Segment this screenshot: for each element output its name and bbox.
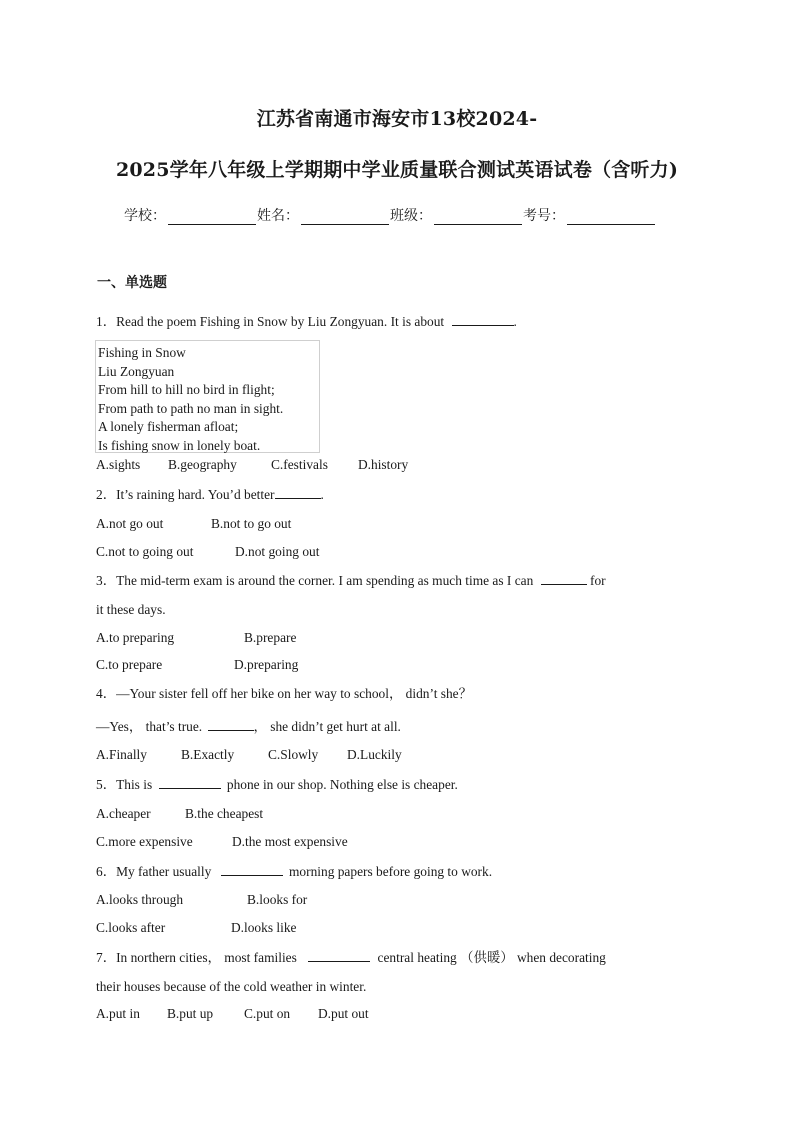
q4-option-c[interactable]: C.Slowly xyxy=(268,747,319,762)
q1-option-b[interactable]: B.geography xyxy=(168,457,237,472)
question-6-text: 6．My father usually xyxy=(96,864,212,879)
poem-line: Liu Zongyuan xyxy=(98,363,175,379)
question-4-reply-end: ， she didn’t get hurt at all. xyxy=(253,719,401,734)
school-label: 学校： xyxy=(124,208,166,224)
q6-option-a[interactable]: A.looks through xyxy=(96,892,184,907)
question-6-stem xyxy=(96,863,492,880)
question-7-blank[interactable] xyxy=(308,949,370,962)
poem-line: From path to path no man in sight. xyxy=(98,400,284,416)
class-label: 班级： xyxy=(390,208,432,224)
name-blank[interactable] xyxy=(301,209,389,225)
q3-option-c[interactable]: C.to prepare xyxy=(96,657,163,672)
q6-option-d[interactable]: D.looks like xyxy=(231,920,297,935)
question-6-text-after: morning papers before going to work. xyxy=(289,864,493,879)
question-1-text: 1．Read the poem Fishing in Snow by Liu Zongyuan. It is about xyxy=(96,314,445,329)
q3-option-b[interactable]: B.prepare xyxy=(244,630,297,645)
question-7-text: 7．In northern cities， most families xyxy=(96,950,297,965)
question-2-text: 2．It’s raining hard. You’d better xyxy=(96,487,275,502)
question-1-blank[interactable] xyxy=(452,313,514,326)
question-7-stem xyxy=(96,949,606,966)
name-label: 姓名： xyxy=(257,208,299,224)
poem-line: From hill to hill no bird in flight; xyxy=(98,382,275,398)
question-3-stem xyxy=(96,572,606,589)
question-7-text-after: central heating （供暖） when decorating xyxy=(377,950,606,965)
question-5-text: 5．This is xyxy=(96,777,153,792)
q3-option-d[interactable]: D.preparing xyxy=(234,657,299,672)
question-2-stem xyxy=(96,486,324,503)
q5-option-d[interactable]: D.the most expensive xyxy=(232,834,348,849)
exam-number-blank[interactable] xyxy=(567,209,655,225)
q6-option-b[interactable]: B.looks for xyxy=(247,892,308,907)
q5-option-a[interactable]: A.cheaper xyxy=(96,806,151,821)
question-1-stem xyxy=(96,313,517,330)
q7-option-a[interactable]: A.put in xyxy=(96,1006,140,1021)
q4-option-d[interactable]: D.Luckily xyxy=(347,747,402,762)
q5-option-b[interactable]: B.the cheapest xyxy=(185,806,264,821)
q2-option-d[interactable]: D.not going out xyxy=(235,544,320,559)
question-3-text-after: for xyxy=(590,573,606,588)
question-5-text-after: phone in our shop. Nothing else is cheaper. xyxy=(226,777,458,792)
question-3-blank[interactable] xyxy=(541,572,587,585)
question-5-blank[interactable] xyxy=(159,776,221,789)
q4-option-b[interactable]: B.Exactly xyxy=(181,747,235,762)
question-2-stem-end: . xyxy=(320,487,324,502)
question-3-text: 3．The mid-term exam is around the corner. I am spending as much time as I can xyxy=(96,573,534,588)
section-title: 一、单选题 xyxy=(97,275,167,291)
q3-option-a[interactable]: A.to preparing xyxy=(96,630,175,645)
student-info-line xyxy=(124,205,656,225)
q1-option-a[interactable]: A.sights xyxy=(96,457,141,472)
question-1-stem-end: . xyxy=(513,314,517,329)
q7-option-b[interactable]: B.put up xyxy=(167,1006,214,1021)
q4-option-a[interactable]: A.Finally xyxy=(96,747,147,762)
q2-option-b[interactable]: B.not to go out xyxy=(211,516,292,531)
q7-option-c[interactable]: C.put on xyxy=(244,1006,291,1021)
q1-option-c[interactable]: C.festivals xyxy=(271,457,328,472)
school-blank[interactable] xyxy=(168,209,256,225)
q2-option-a[interactable]: A.not go out xyxy=(96,516,164,531)
poem-line: Fishing in Snow xyxy=(98,345,186,360)
question-6-blank[interactable] xyxy=(221,863,283,876)
q2-option-c[interactable]: C.not to going out xyxy=(96,544,194,559)
question-5-stem xyxy=(96,776,458,793)
q1-option-d[interactable]: D.history xyxy=(358,457,409,472)
class-blank[interactable] xyxy=(434,209,522,225)
page-title-line1: 江苏省南通市海安市13校2024- xyxy=(256,108,538,130)
question-4-stem-line2 xyxy=(96,718,401,735)
poem-line: Is fishing snow in lonely boat. xyxy=(98,437,261,453)
question-4-stem: 4．—Your sister fell off her bike on her way to school， didn’t she？ xyxy=(96,686,473,701)
exam-number-label: 考号： xyxy=(523,208,565,224)
q7-option-d[interactable]: D.put out xyxy=(318,1006,369,1021)
poem-line: A lonely fisherman afloat; xyxy=(98,419,239,435)
question-2-blank[interactable] xyxy=(275,486,321,499)
q5-option-c[interactable]: C.more expensive xyxy=(96,834,193,849)
page-title-line2: 2025学年八年级上学期期中学业质量联合测试英语试卷（含听力) xyxy=(115,159,679,181)
question-4-blank[interactable] xyxy=(208,718,254,731)
question-4-reply: —Yes， that’s true. xyxy=(96,719,203,734)
question-7-stem-line2: their houses because of the cold weather in winter. xyxy=(96,979,367,994)
poem-box xyxy=(95,340,320,453)
q6-option-c[interactable]: C.looks after xyxy=(96,920,166,935)
question-3-stem-line2: it these days. xyxy=(96,602,166,617)
